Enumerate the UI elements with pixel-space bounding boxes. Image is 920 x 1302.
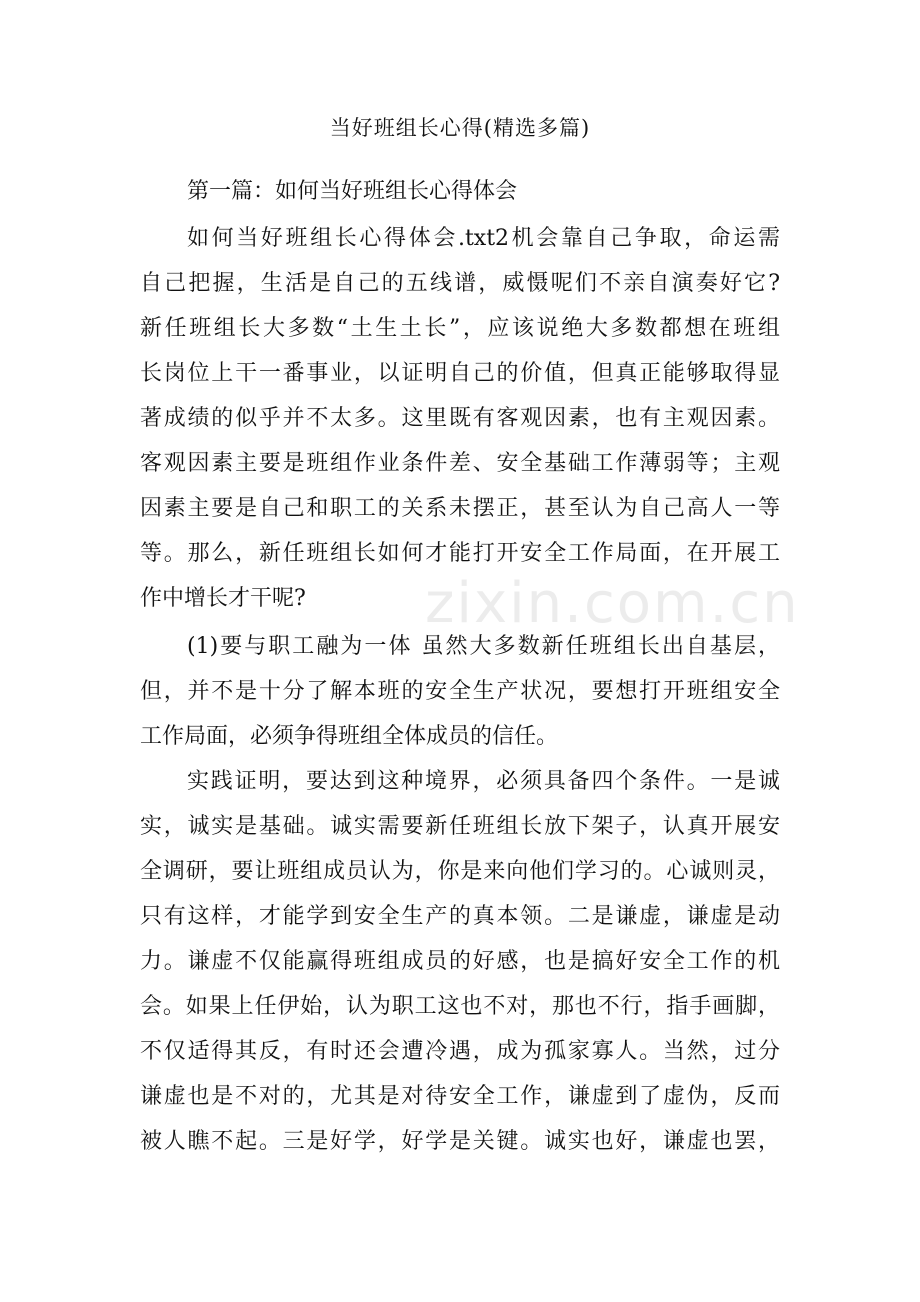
- paragraph-line: 如何当好班组长心得体会.txt2机会靠自己争取，命运需: [187, 226, 780, 251]
- paragraph-line: 谦虚也是不对的，尤其是对待安全工作，谦虚到了虚伪，反而: [140, 1084, 780, 1109]
- paragraph-line: 等。那么，新任班组长如何才能打开安全工作局面，在开展工: [140, 541, 780, 566]
- paragraph-line: 被人瞧不起。三是好学，好学是关键。诚实也好，谦虚也罢，: [140, 1129, 780, 1154]
- paragraph-line: 实践证明，要达到这种境界，必须具备四个条件。一是诚: [187, 769, 780, 794]
- paragraph-line: 著成绩的似乎并不太多。这里既有客观因素，也有主观因素。: [140, 406, 780, 431]
- paragraph-line: 但，并不是十分了解本班的安全生产状况，要想打开班组安全: [140, 679, 780, 704]
- document-title: 当好班组长心得(精选多篇): [329, 116, 591, 140]
- paragraph-line: 作中增长才干呢?: [140, 586, 306, 611]
- paragraph-line: 力。谦虚不仅能赢得班组成员的好感，也是搞好安全工作的机: [140, 949, 780, 974]
- watermark: zixin.com.cn: [425, 571, 800, 636]
- paragraph-line: 工作局面，必须争得班组全体成员的信任。: [140, 724, 559, 749]
- paragraph-line: 会。如果上任伊始，认为职工这也不对，那也不行，指手画脚，: [140, 994, 780, 1019]
- paragraph-line: 实，诚实是基础。诚实需要新任班组长放下架子，认真开展安: [140, 814, 780, 839]
- paragraph-line: (1)要与职工融为一体 虽然大多数新任班组长出自基层，: [187, 634, 780, 659]
- paragraph-line: 因素主要是自己和职工的关系未摆正，甚至认为自己高人一等: [140, 496, 780, 521]
- paragraph-line: 长岗位上干一番事业，以证明自己的价值，但真正能够取得显: [140, 361, 780, 386]
- paragraph-line: 客观因素主要是班组作业条件差、安全基础工作薄弱等；主观: [140, 451, 780, 476]
- section-heading: 第一篇：如何当好班组长心得体会: [187, 179, 518, 204]
- paragraph-line: 全调研，要让班组成员认为，你是来向他们学习的。心诚则灵，: [140, 859, 780, 884]
- paragraph-line: 新任班组长大多数“土生土长”，应该说绝大多数都想在班组: [140, 316, 780, 341]
- paragraph-line: 只有这样，才能学到安全生产的真本领。二是谦虚，谦虚是动: [140, 904, 780, 929]
- paragraph-line: 自己把握，生活是自己的五线谱，威慑呢们不亲自演奏好它?: [140, 271, 780, 296]
- paragraph-line: 不仅适得其反，有时还会遭冷遇，成为孤家寡人。当然，过分: [140, 1039, 780, 1064]
